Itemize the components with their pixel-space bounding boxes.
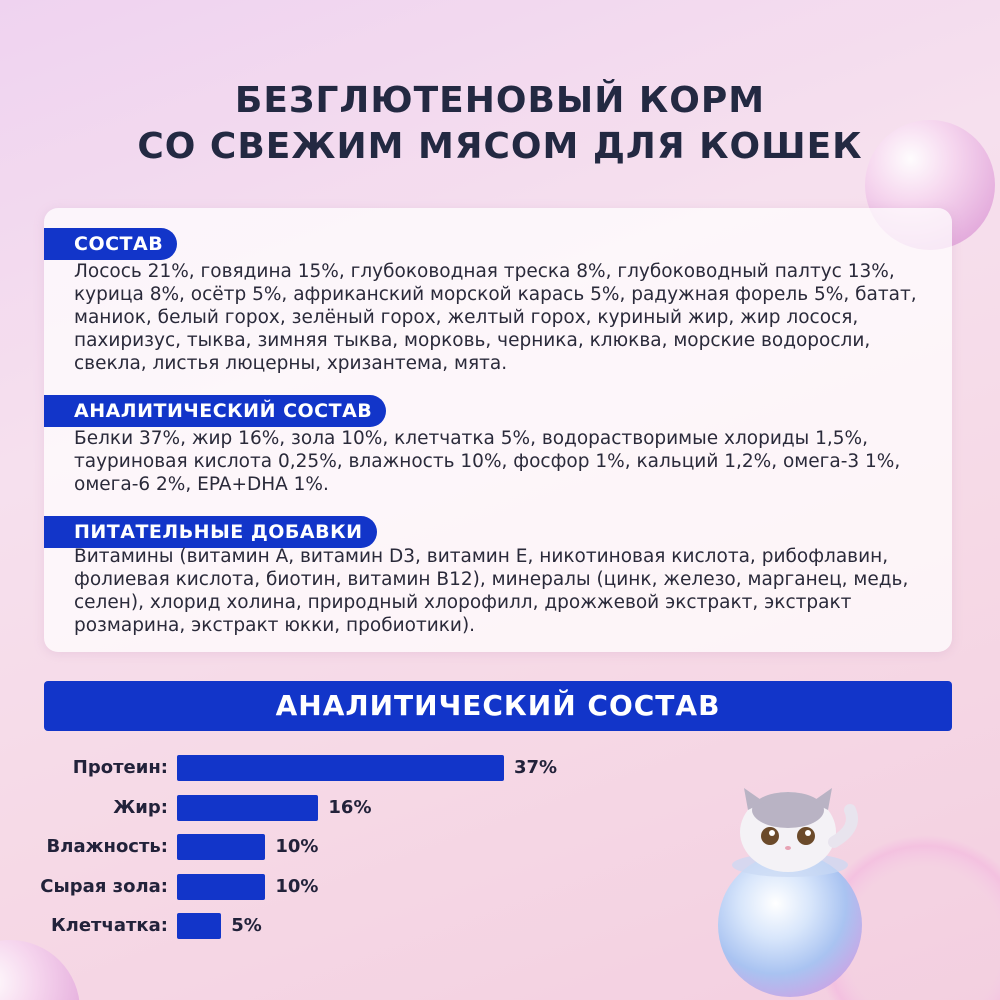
additives-heading: ПИТАТЕЛЬНЫЕ ДОБАВКИ: [44, 516, 377, 548]
chart-category-label: Жир:: [113, 796, 168, 818]
chart-row: [0, 913, 700, 939]
cat-mascot-illustration: [700, 770, 1000, 1000]
analytic-text: Белки 37%, жир 16%, зола 10%, клетчатка 5%, водорастворимые хлориды 1,5%, тауриновая кислота 0,25%, влажность 10%, фосфор 1%, кальций 1,2%, омега-3 1%, омега-6 2%, EPA+DHA 1%.: [74, 428, 901, 495]
chart-category-label: Влажность:: [46, 836, 168, 857]
decorative-sphere: [0, 940, 80, 1000]
page-title: [0, 78, 1000, 170]
chart-category-label: Сырая зола:: [40, 875, 168, 897]
title-line-1: БЕЗГЛЮТЕНОВЫЙ КОРМ: [234, 80, 766, 121]
chart-bar: [177, 795, 318, 821]
chart-bar: [177, 834, 265, 860]
title-line-2: СО СВЕЖИМ МЯСОМ ДЛЯ КОШЕК: [137, 126, 863, 167]
chart-value-label: 37%: [514, 757, 558, 778]
chart-row: [0, 874, 700, 900]
chart-value-label: 10%: [275, 836, 319, 857]
chart-bar: [177, 913, 221, 939]
chart-value-label: 10%: [275, 875, 319, 897]
chart-value-label: 5%: [231, 915, 262, 936]
composition-heading: СОСТАВ: [44, 228, 177, 260]
chart-row: [0, 834, 700, 860]
composition-text: Лосось 21%, говядина 15%, глубоководная треска 8%, глубоководный палтус 13%, курица 8%, осётр 5%, африканский морской карась 5%, радужная форель 5%, батат, маниок, белый горох, зелёный горох, желтый горох, куриный жир, жир лосося, пахиризус, тыква, зимняя тыква, морковь, черника, клюква, морские водоросли, свекла, листья люцерны, хризантема, мята.: [74, 261, 917, 374]
analytic-heading: АНАЛИТИЧЕСКИЙ СОСТАВ: [44, 395, 386, 427]
chart-bar: [177, 755, 504, 781]
chart-row: [0, 795, 700, 821]
chart-category-label: Клетчатка:: [50, 915, 168, 936]
chart-bar: [177, 874, 265, 900]
chart-value-label: 16%: [328, 796, 372, 818]
chart-row: [0, 755, 700, 781]
chart-category-label: Протеин:: [72, 757, 168, 778]
analytic-banner: АНАЛИТИЧЕСКИЙ СОСТАВ: [44, 681, 952, 731]
additives-text: Витамины (витамин A, витамин D3, витамин E, никотиновая кислота, рибофлавин, фолиевая кислота, биотин, витамин B12), минералы (цинк, железо, марганец, медь, селен), хлорид холина, природный хлорофилл, дрожжевой экстракт, экстракт розмарина, экстракт юкки, пробиотики).: [74, 546, 909, 636]
